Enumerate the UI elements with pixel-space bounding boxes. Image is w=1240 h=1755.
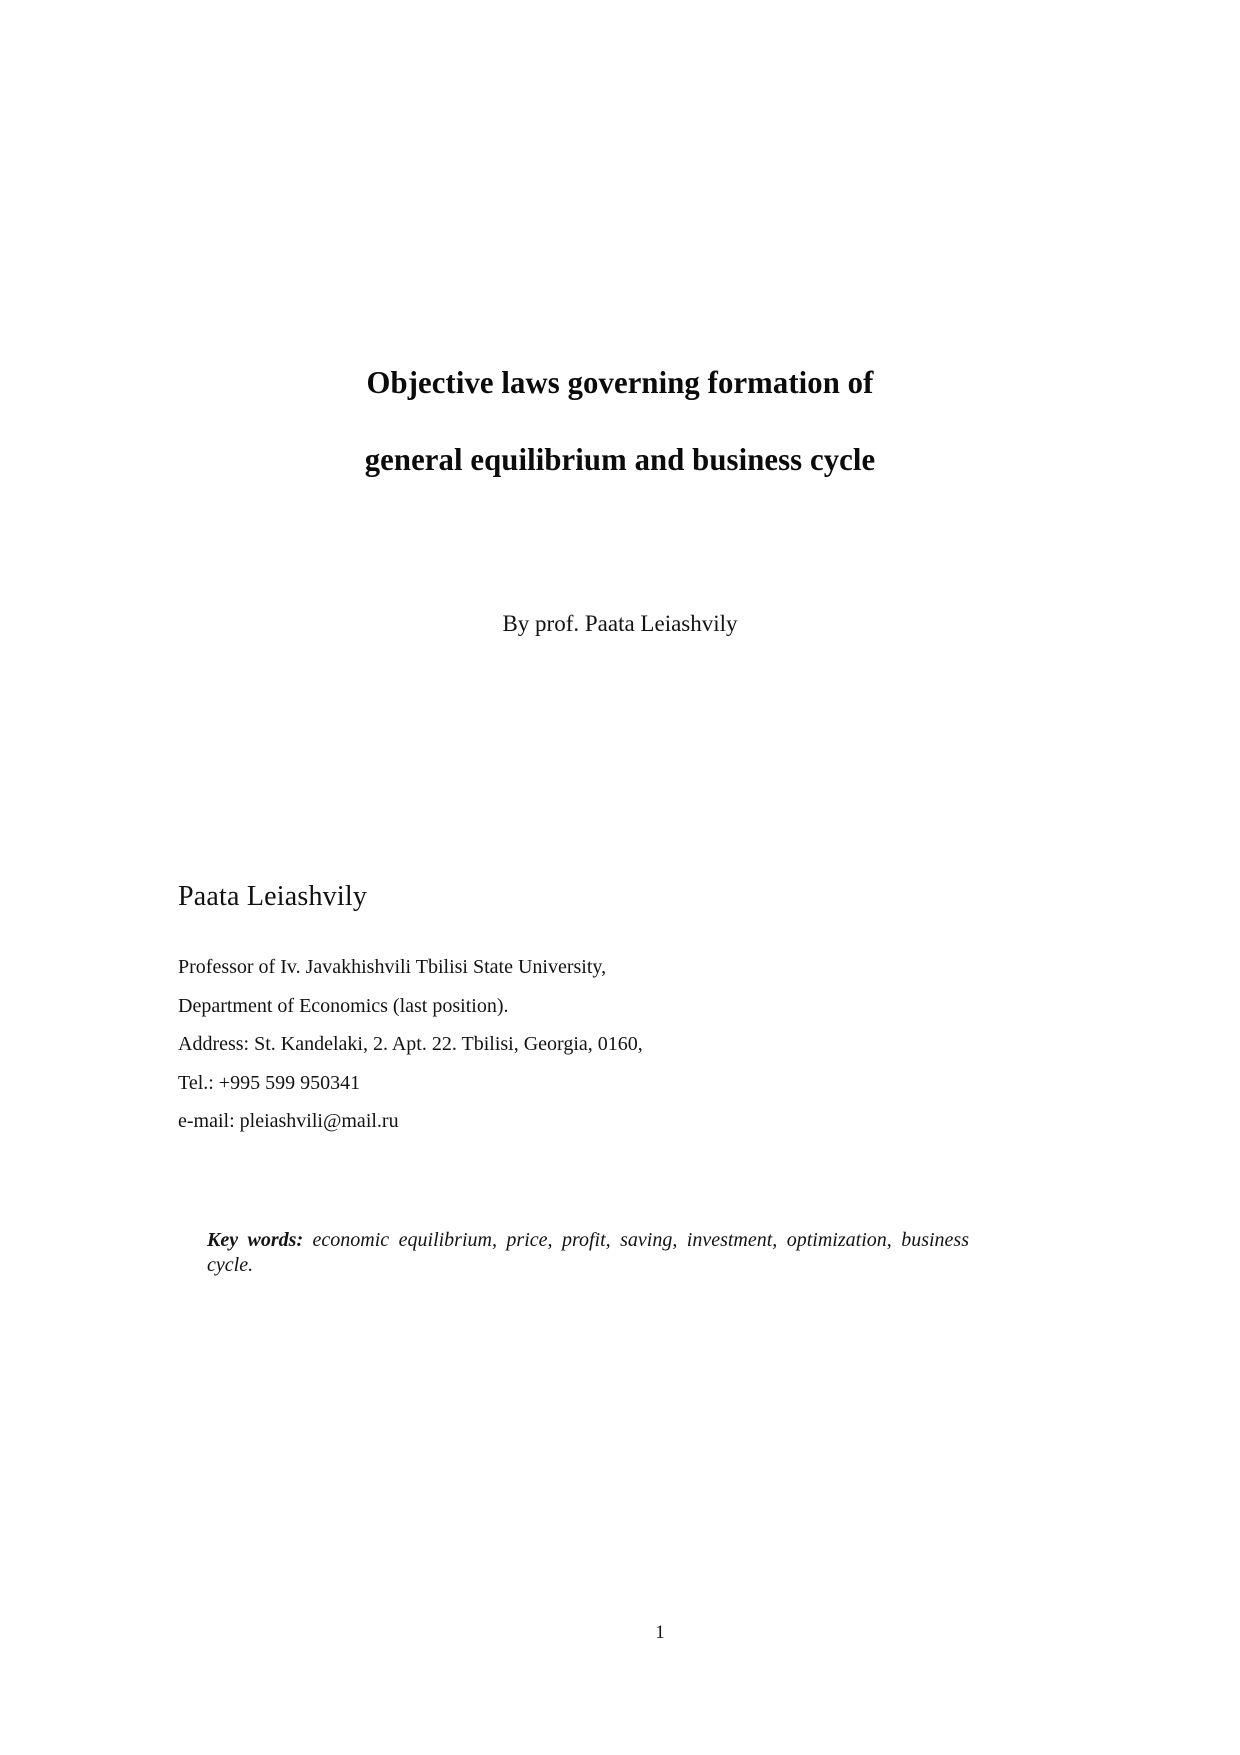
footer-page-number <box>0 1622 1240 1644</box>
title-line-1: Objective laws governing formation of <box>366 364 874 400</box>
affiliation-line-telephone: Tel.: +995 599 950341 <box>178 1071 361 1094</box>
keywords-list: economic equilibrium, price, profit, saving, investment, optimization, business cycle. <box>207 1229 969 1276</box>
affiliation-line-university: Professor of Iv. Javakhishvili Tbilisi State University, <box>178 956 607 978</box>
author-name-heading: Paata Leiashvily <box>178 881 368 912</box>
document-title <box>0 366 1240 475</box>
author-byline: By prof. Paata Leiashvily <box>502 611 738 636</box>
affiliation-line-email: e-mail: pleiashvili@mail.ru <box>178 1110 399 1132</box>
affiliation-line-address: Address: St. Kandelaki, 2. Apt. 22. Tbilisi, Georgia, 0160, <box>178 1033 643 1055</box>
affiliation-block <box>178 948 978 1141</box>
keywords-label: Key words: <box>207 1229 304 1251</box>
affiliation-line-department: Department of Economics (last position). <box>178 994 509 1017</box>
title-line-2: general equilibrium and business cycle <box>364 441 876 477</box>
keywords-block <box>207 1228 969 1278</box>
page-number-value: 1 <box>655 1622 665 1643</box>
